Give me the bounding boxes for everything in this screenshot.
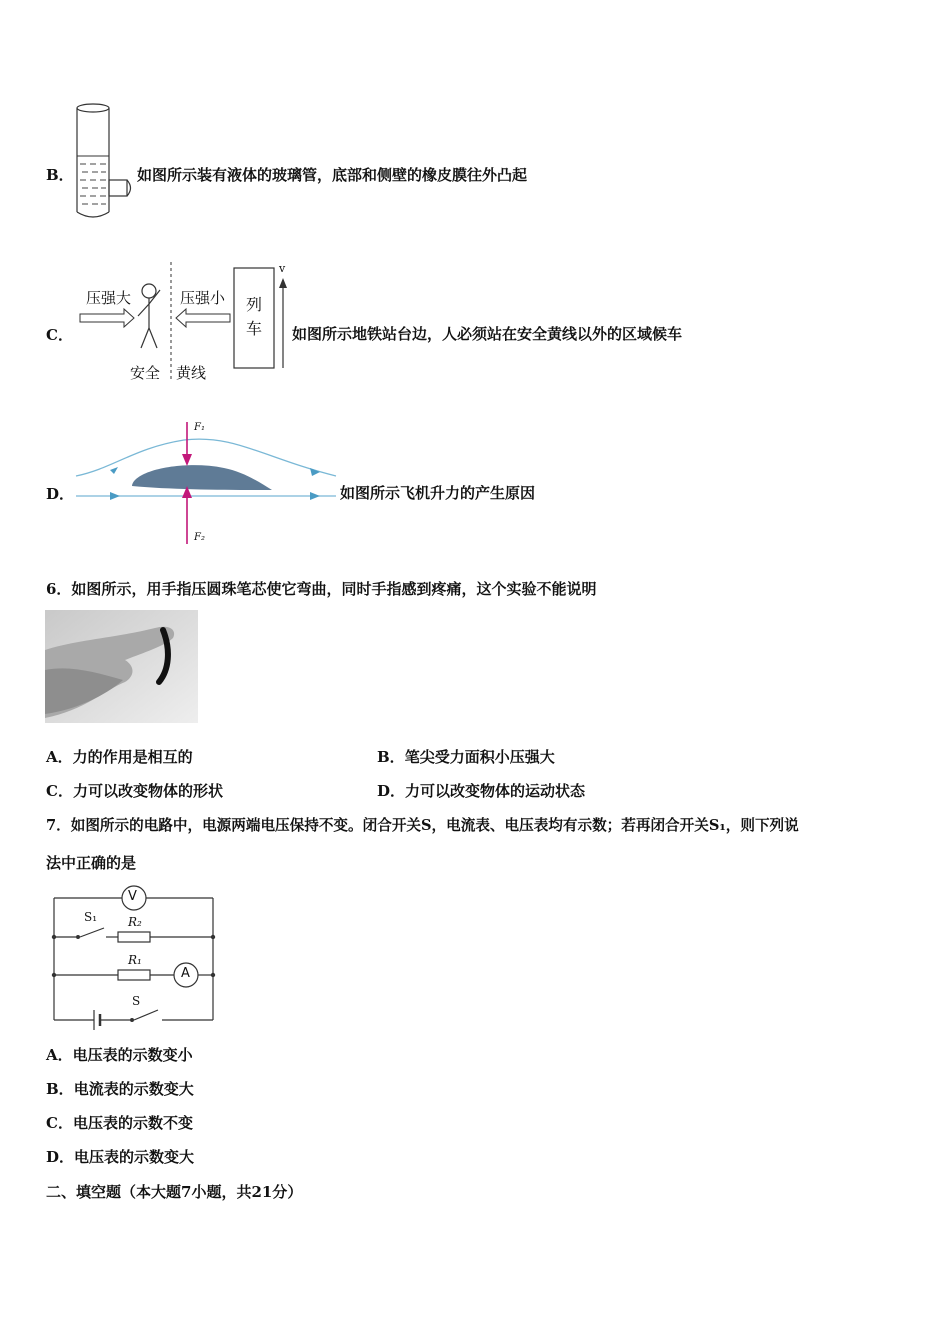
option-label: B．: [46, 1080, 74, 1098]
option-text: 电流表的示数变大: [73, 1080, 194, 1098]
option-text: 力可以改变物体的运动状态: [405, 782, 586, 800]
low-pressure-label: 压强小: [180, 289, 226, 307]
option-label: A．: [46, 1046, 73, 1064]
option-label: C．: [46, 782, 73, 800]
r2-label: R₂: [128, 915, 142, 929]
finger-pen-photo: [45, 610, 198, 723]
train-label: 列: [246, 295, 263, 314]
q7-stem-line2: 法中正确的是: [46, 854, 137, 872]
q6-option-d[interactable]: [377, 780, 585, 801]
q6-option-c[interactable]: [46, 780, 223, 801]
s1-label: S₁: [84, 910, 98, 924]
option-text: 电压表的示数变大: [74, 1148, 195, 1166]
safe-label: 安全: [130, 364, 161, 382]
train-label-2: 车: [246, 319, 263, 338]
glass-tube-figure: [72, 100, 136, 222]
q7-option-c[interactable]: [46, 1112, 193, 1133]
q5-option-c-text: 如图所示地铁站台边，人必须站在安全黄线以外的区域候车: [292, 325, 683, 343]
q7-stem-line1: 7．如图所示的电路中，电源两端电压保持不变。闭合开关S，电流表、电压表均有示数；若再闭合开关S₁，则下列说: [46, 817, 799, 834]
q5-option-c: [46, 324, 73, 345]
q7-option-b[interactable]: [46, 1078, 194, 1099]
q5-option-d-text: 如图所示飞机升力的产生原因: [340, 484, 536, 502]
option-label: C．: [46, 326, 73, 344]
subway-platform-figure: [74, 260, 294, 384]
f1-label: F₁: [194, 422, 205, 433]
option-label: B．: [46, 166, 74, 184]
option-text: 力的作用是相互的: [72, 748, 193, 766]
option-text: 力可以改变物体的形状: [72, 782, 223, 800]
option-text: 电压表的示数变小: [72, 1046, 193, 1064]
q5-option-b: [46, 164, 74, 185]
voltmeter-label: V: [128, 889, 137, 904]
section-2-title: 二、填空题（本大题7小题，共21分）: [46, 1183, 303, 1201]
yellow-line-label: 黄线: [176, 364, 207, 382]
s-label: S: [132, 994, 141, 1008]
q7-option-d[interactable]: [46, 1146, 194, 1167]
option-label: D．: [46, 485, 75, 503]
q7-option-a[interactable]: [46, 1044, 193, 1065]
airfoil-figure: [74, 418, 344, 546]
r1-label: R₁: [128, 953, 142, 967]
q6-stem: 6．如图所示，用手指压圆珠笔芯使它弯曲，同时手指感到疼痛，这个实验不能说明: [46, 580, 597, 598]
option-label: B．: [377, 748, 405, 766]
option-label: D．: [377, 782, 406, 800]
option-label: D．: [46, 1148, 75, 1166]
q5-option-b-text: 如图所示装有液体的玻璃管，底部和侧壁的橡皮膜往外凸起: [137, 166, 528, 184]
q5-option-d: [46, 483, 74, 504]
option-label: C．: [46, 1114, 73, 1132]
circuit-diagram: [46, 880, 220, 1030]
high-pressure-label: 压强大: [86, 289, 132, 307]
option-text: 电压表的示数不变: [72, 1114, 193, 1132]
option-text: 笔尖受力面积小压强大: [404, 748, 555, 766]
q6-option-b[interactable]: [377, 746, 555, 767]
q6-option-a[interactable]: [46, 746, 193, 767]
option-label: A．: [46, 748, 73, 766]
velocity-label: v: [279, 262, 286, 275]
ammeter-label: A: [181, 966, 190, 981]
f2-label: F₂: [194, 532, 205, 543]
